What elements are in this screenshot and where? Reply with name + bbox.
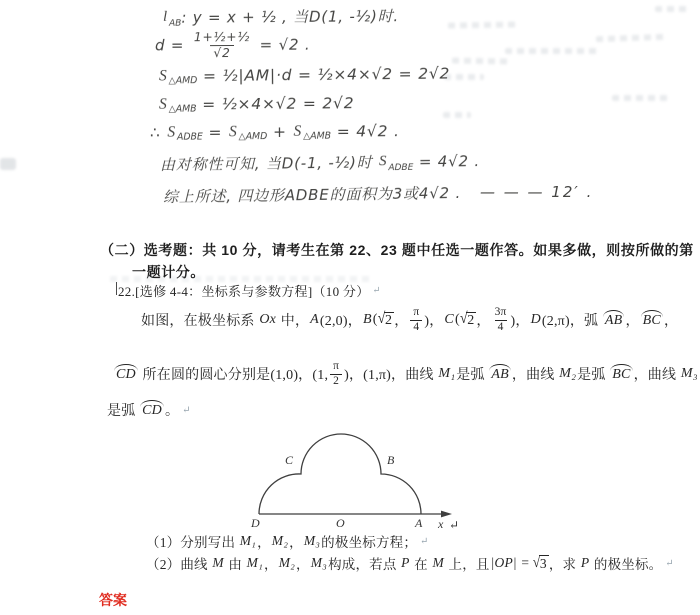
question-part-2: （2）曲线 M 由 M₁ ， M₂ ， M₃ 构成，若点 P 在 M 上，且 |OP| = √ 3 ，求 P 的极坐标。 ↵ bbox=[146, 552, 674, 572]
bleed-through-artifact bbox=[448, 21, 520, 28]
bleed-through-artifact bbox=[443, 112, 471, 118]
question-22-label: 22.[选修 4-4：坐标系与参数方程]（10 分） ↵ bbox=[118, 284, 381, 299]
bleed-through-artifact bbox=[655, 6, 687, 12]
return-mark-icon: ↵ bbox=[449, 518, 460, 530]
figure-label-x: x bbox=[438, 517, 444, 530]
bleed-through-artifact bbox=[110, 276, 370, 282]
bleed-through-artifact bbox=[452, 57, 510, 64]
figure-svg bbox=[228, 424, 460, 530]
bleed-through-artifact bbox=[612, 95, 670, 101]
scan-edge-artifact bbox=[0, 158, 16, 170]
figure-label-O: O bbox=[336, 516, 345, 530]
figure-label-D: D bbox=[251, 516, 260, 530]
answer-link[interactable]: 答案 bbox=[99, 592, 127, 608]
handwriting-line-4: S △AMB = ½×4×√2 = 2√2 bbox=[158, 94, 355, 115]
handwriting-line-3: S △AMD = ½|AM|·d = ½×4×√2 = 2√2 bbox=[158, 64, 451, 87]
figure-label-B: B bbox=[387, 453, 395, 467]
figure-label-A: A bbox=[415, 516, 423, 530]
figure-label-C: C bbox=[285, 453, 294, 467]
problem-statement-line-3: 是弧 CD 。 ↵ bbox=[107, 403, 191, 419]
bleed-through-artifact bbox=[596, 34, 666, 42]
handwriting-line-5: ∴ S ADBE = S △AMD + S △AMB = 4√2 . bbox=[149, 122, 400, 143]
handwriting-line-7: 综上所述, 四边形ADBE的面积为3或4√2 . bbox=[162, 183, 462, 207]
section-header-line1: （二）选考题：共 10 分，请考生在第 22、23 题中任选一题作答。如果多做，则按所做的第 bbox=[100, 242, 694, 258]
question-part-1: （1）分别写出 M₁ ， M₂ ， M₃ 的极坐标方程； ↵ bbox=[146, 533, 429, 550]
bleed-through-artifact bbox=[444, 74, 484, 80]
problem-statement-line-2: CD 所在圆的圆心分别是(1,0)，(1, π 2 )，(1,π)，曲线 M₁ 是弧 AB ，曲线 M₂ 是弧 BC ，曲线 M₃ bbox=[116, 359, 698, 387]
curve-m1-m2-m3 bbox=[259, 434, 421, 514]
figure-polar-curves bbox=[228, 424, 460, 530]
section-header-line2: 一题计分。 bbox=[132, 264, 205, 280]
handwriting-line-1: l AB : y = x + ½ , 当D(1, -½)时. bbox=[162, 7, 400, 29]
handwriting-line-6: 由对称性可知, 当D(-1, -½)时 S ADBE = 4√2 . bbox=[159, 151, 481, 174]
bleed-through-artifact bbox=[505, 48, 597, 54]
handwriting-line-2: d = $\frac{\text{1+½+½}}{√2}$ = √2 . bbox=[154, 29, 311, 60]
handwriting-score-mark: — — — 12′ . bbox=[480, 183, 594, 201]
problem-statement-line-1: 如图，在极坐标系 Ox 中， A (2,0)， B ( √ 2 ， π 4 )， C ( √ 2 ， 3π 4 )， D (2,π)，弧 AB ， BC ， bbox=[141, 305, 679, 333]
